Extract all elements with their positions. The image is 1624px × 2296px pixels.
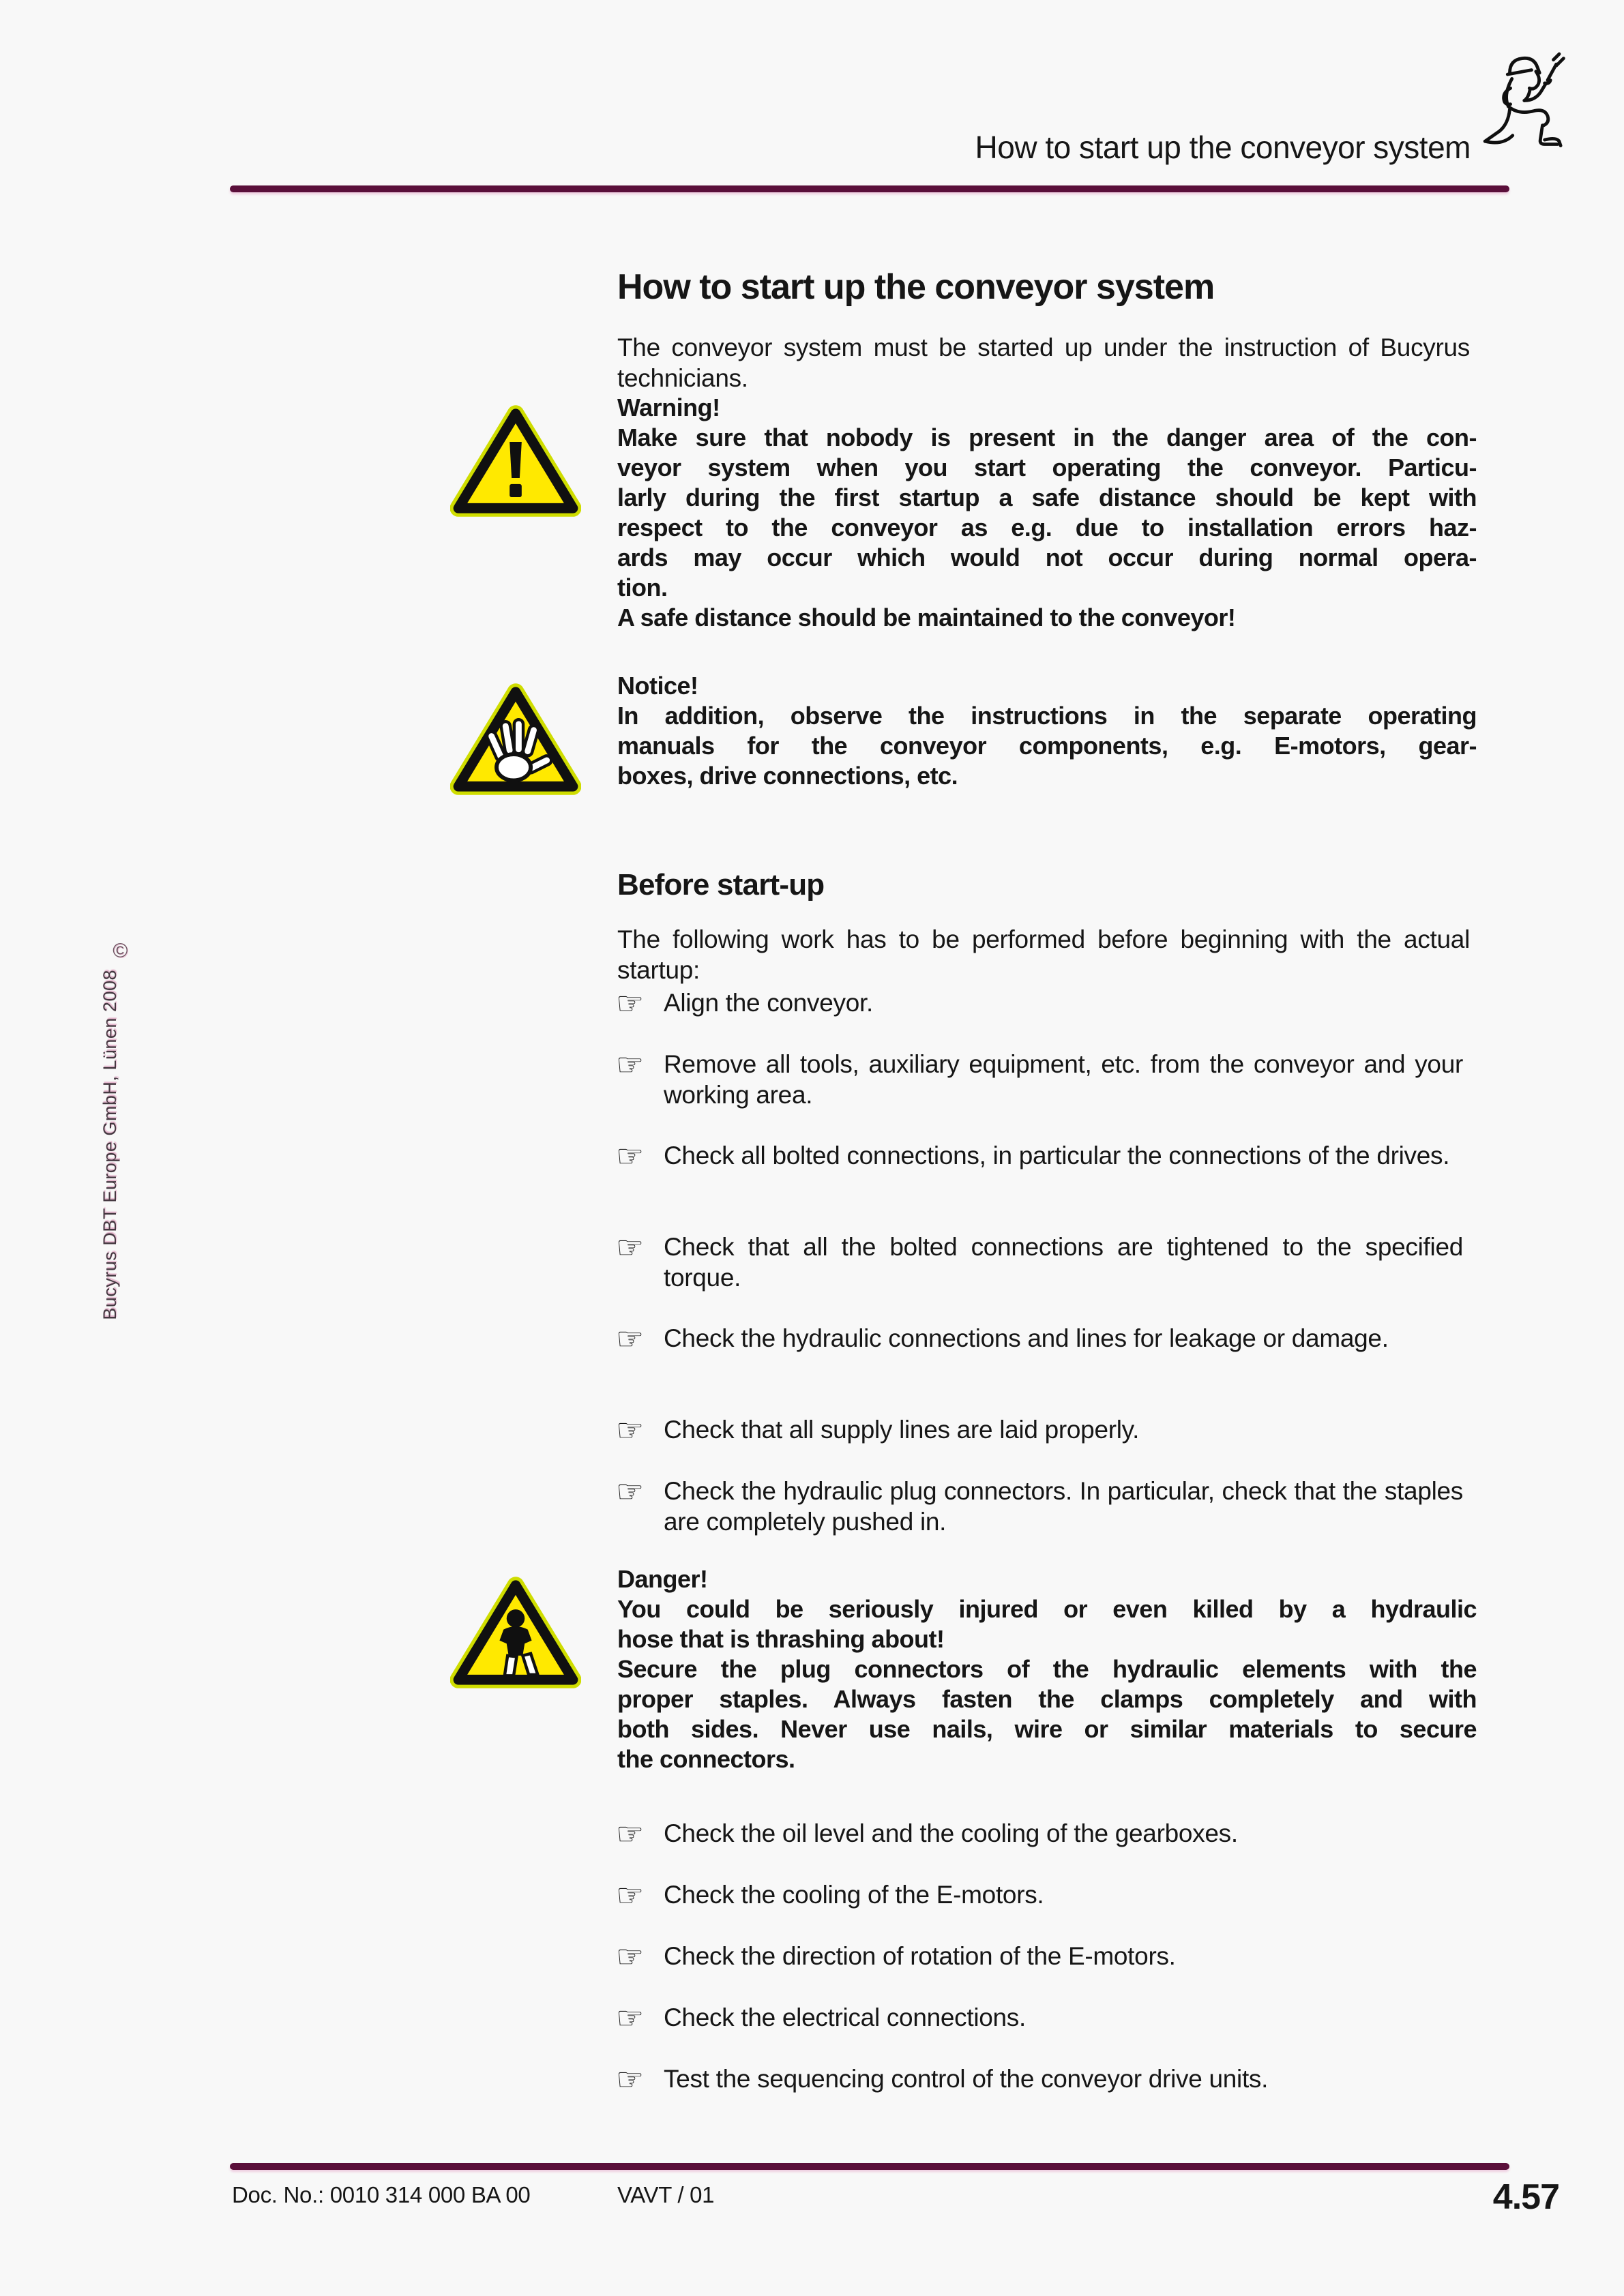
notice-label: Notice! (617, 672, 698, 700)
danger-admonition (450, 1564, 1514, 1774)
step-text: Check the oil level and the cooling of the gearboxes. (664, 1819, 1238, 1847)
warning-label: Warning! (617, 393, 720, 421)
warning-emphasis: A safe distance should be maintained to the conveyor! (617, 603, 1236, 631)
text-line: hose that is thrashing about! (617, 1625, 945, 1653)
pointing-hand-icon: ☞ (616, 1046, 644, 1083)
text-line: Secure the plug connectors of the hydraulic elements with the (617, 1655, 1477, 1683)
intro-paragraph: The conveyor system must be started up under the instruction of Bucyrus technicians. (617, 333, 1470, 392)
step-text: Check the direction of rotation of the E-motors. (664, 1942, 1176, 1970)
header-rule (230, 185, 1509, 192)
warning-triangle-icon (450, 404, 581, 518)
list-item (616, 1879, 1516, 1911)
pointing-hand-icon: ☞ (616, 1229, 644, 1266)
text-line: Make sure that nobody is present in the danger area of the con- (617, 423, 1477, 451)
step-text: Check the cooling of the E-motors. (664, 1881, 1044, 1909)
text-line: larly during the first startup a safe distance should be kept with (617, 483, 1477, 511)
page-header-title: How to start up the conveyor system (975, 130, 1471, 165)
list-item (616, 1473, 1516, 1537)
pointing-hand-icon: ☞ (616, 1473, 644, 1510)
kneeling-technician-icon (1472, 45, 1581, 168)
pointing-hand-icon: ☞ (616, 2061, 644, 2098)
step-text: Check the electrical connections. (664, 2003, 1026, 2031)
text-line: proper staples. Always fasten the clamps completely and with (617, 1685, 1477, 1713)
warning-admonition (450, 393, 1514, 633)
danger-label: Danger! (617, 1565, 708, 1593)
text-line: You could be seriously injured or even killed by a hydraulic (617, 1595, 1477, 1623)
text-line: ards may occur which would not occur during normal opera- (617, 543, 1477, 571)
footer-doc-number: Doc. No.: 0010 314 000 BA 00 (232, 2182, 531, 2207)
pointing-hand-icon: ☞ (616, 1877, 644, 1913)
page-title: How to start up the conveyor system (617, 267, 1215, 307)
pointing-hand-icon: ☞ (616, 1815, 644, 1852)
before-startup-intro: The following work has to be performed before beginning with the actual startup: (617, 925, 1470, 984)
step-text: Check the hydraulic connections and lines for leakage or damage. (664, 1324, 1389, 1352)
text-line: respect to the conveyor as e.g. due to installation errors haz- (617, 513, 1477, 541)
danger-text (617, 1564, 1477, 1774)
step-text: Align the conveyor. (664, 989, 873, 1017)
list-item (616, 1229, 1516, 1293)
list-item (616, 985, 1516, 1022)
list-item (616, 1046, 1516, 1110)
text-line: In addition, observe the instructions in the separate operating (617, 702, 1477, 730)
pointing-hand-icon: ☞ (616, 1412, 644, 1448)
copyright-symbol: © (113, 940, 128, 962)
list-item (616, 1815, 1516, 1852)
pointing-hand-icon: ☞ (616, 1938, 644, 1975)
list-item (616, 1938, 1516, 1975)
copyright-sidebar (100, 940, 128, 1320)
step-text: Check all bolted connections, in particular the connections of the drives. (664, 1142, 1450, 1169)
danger-person-triangle-icon (450, 1575, 581, 1690)
step-text: Check that all supply lines are laid properly. (664, 1416, 1140, 1444)
footer-rule (230, 2163, 1509, 2170)
list-item (616, 1320, 1516, 1357)
text-line: manuals for the conveyor components, e.g. E-motors, gear- (617, 732, 1477, 760)
section-title-before-startup: Before start-up (617, 867, 825, 901)
footer-revision: VAVT / 01 (617, 2182, 715, 2207)
step-text: Test the sequencing control of the conveyor drive units. (664, 2065, 1269, 2093)
pointing-hand-icon: ☞ (616, 1320, 644, 1357)
step-text: Check the hydraulic plug connectors. In particular, check that the staples are completely pushed in. (664, 1477, 1463, 1536)
step-text: Check that all the bolted connections are tightened to the specified torque. (664, 1233, 1463, 1292)
text-line: the connectors. (617, 1745, 795, 1773)
text-line: boxes, drive connections, etc. (617, 762, 958, 790)
notice-text (617, 671, 1477, 791)
list-item (616, 1414, 1516, 1446)
notice-hand-triangle-icon (450, 682, 581, 796)
copyright-text: Bucyrus DBT Europe GmbH, Lünen 2008 (100, 970, 120, 1320)
step-text: Remove all tools, auxiliary equipment, etc. from the conveyor and your working area. (664, 1050, 1463, 1109)
list-item (616, 1999, 1516, 2036)
footer-page-number: 4.57 (1492, 2177, 1559, 2217)
notice-admonition (450, 671, 1514, 791)
list-item (616, 1137, 1516, 1174)
warning-text (617, 393, 1477, 633)
text-line: tion. (617, 573, 668, 601)
pointing-hand-icon: ☞ (616, 1137, 644, 1174)
list-item (616, 2061, 1516, 2098)
pointing-hand-icon: ☞ (616, 985, 644, 1022)
pointing-hand-icon: ☞ (616, 1999, 644, 2036)
text-line: veyor system when you start operating the conveyor. Particu- (617, 453, 1477, 481)
text-line: both sides. Never use nails, wire or similar materials to secure (617, 1715, 1477, 1743)
